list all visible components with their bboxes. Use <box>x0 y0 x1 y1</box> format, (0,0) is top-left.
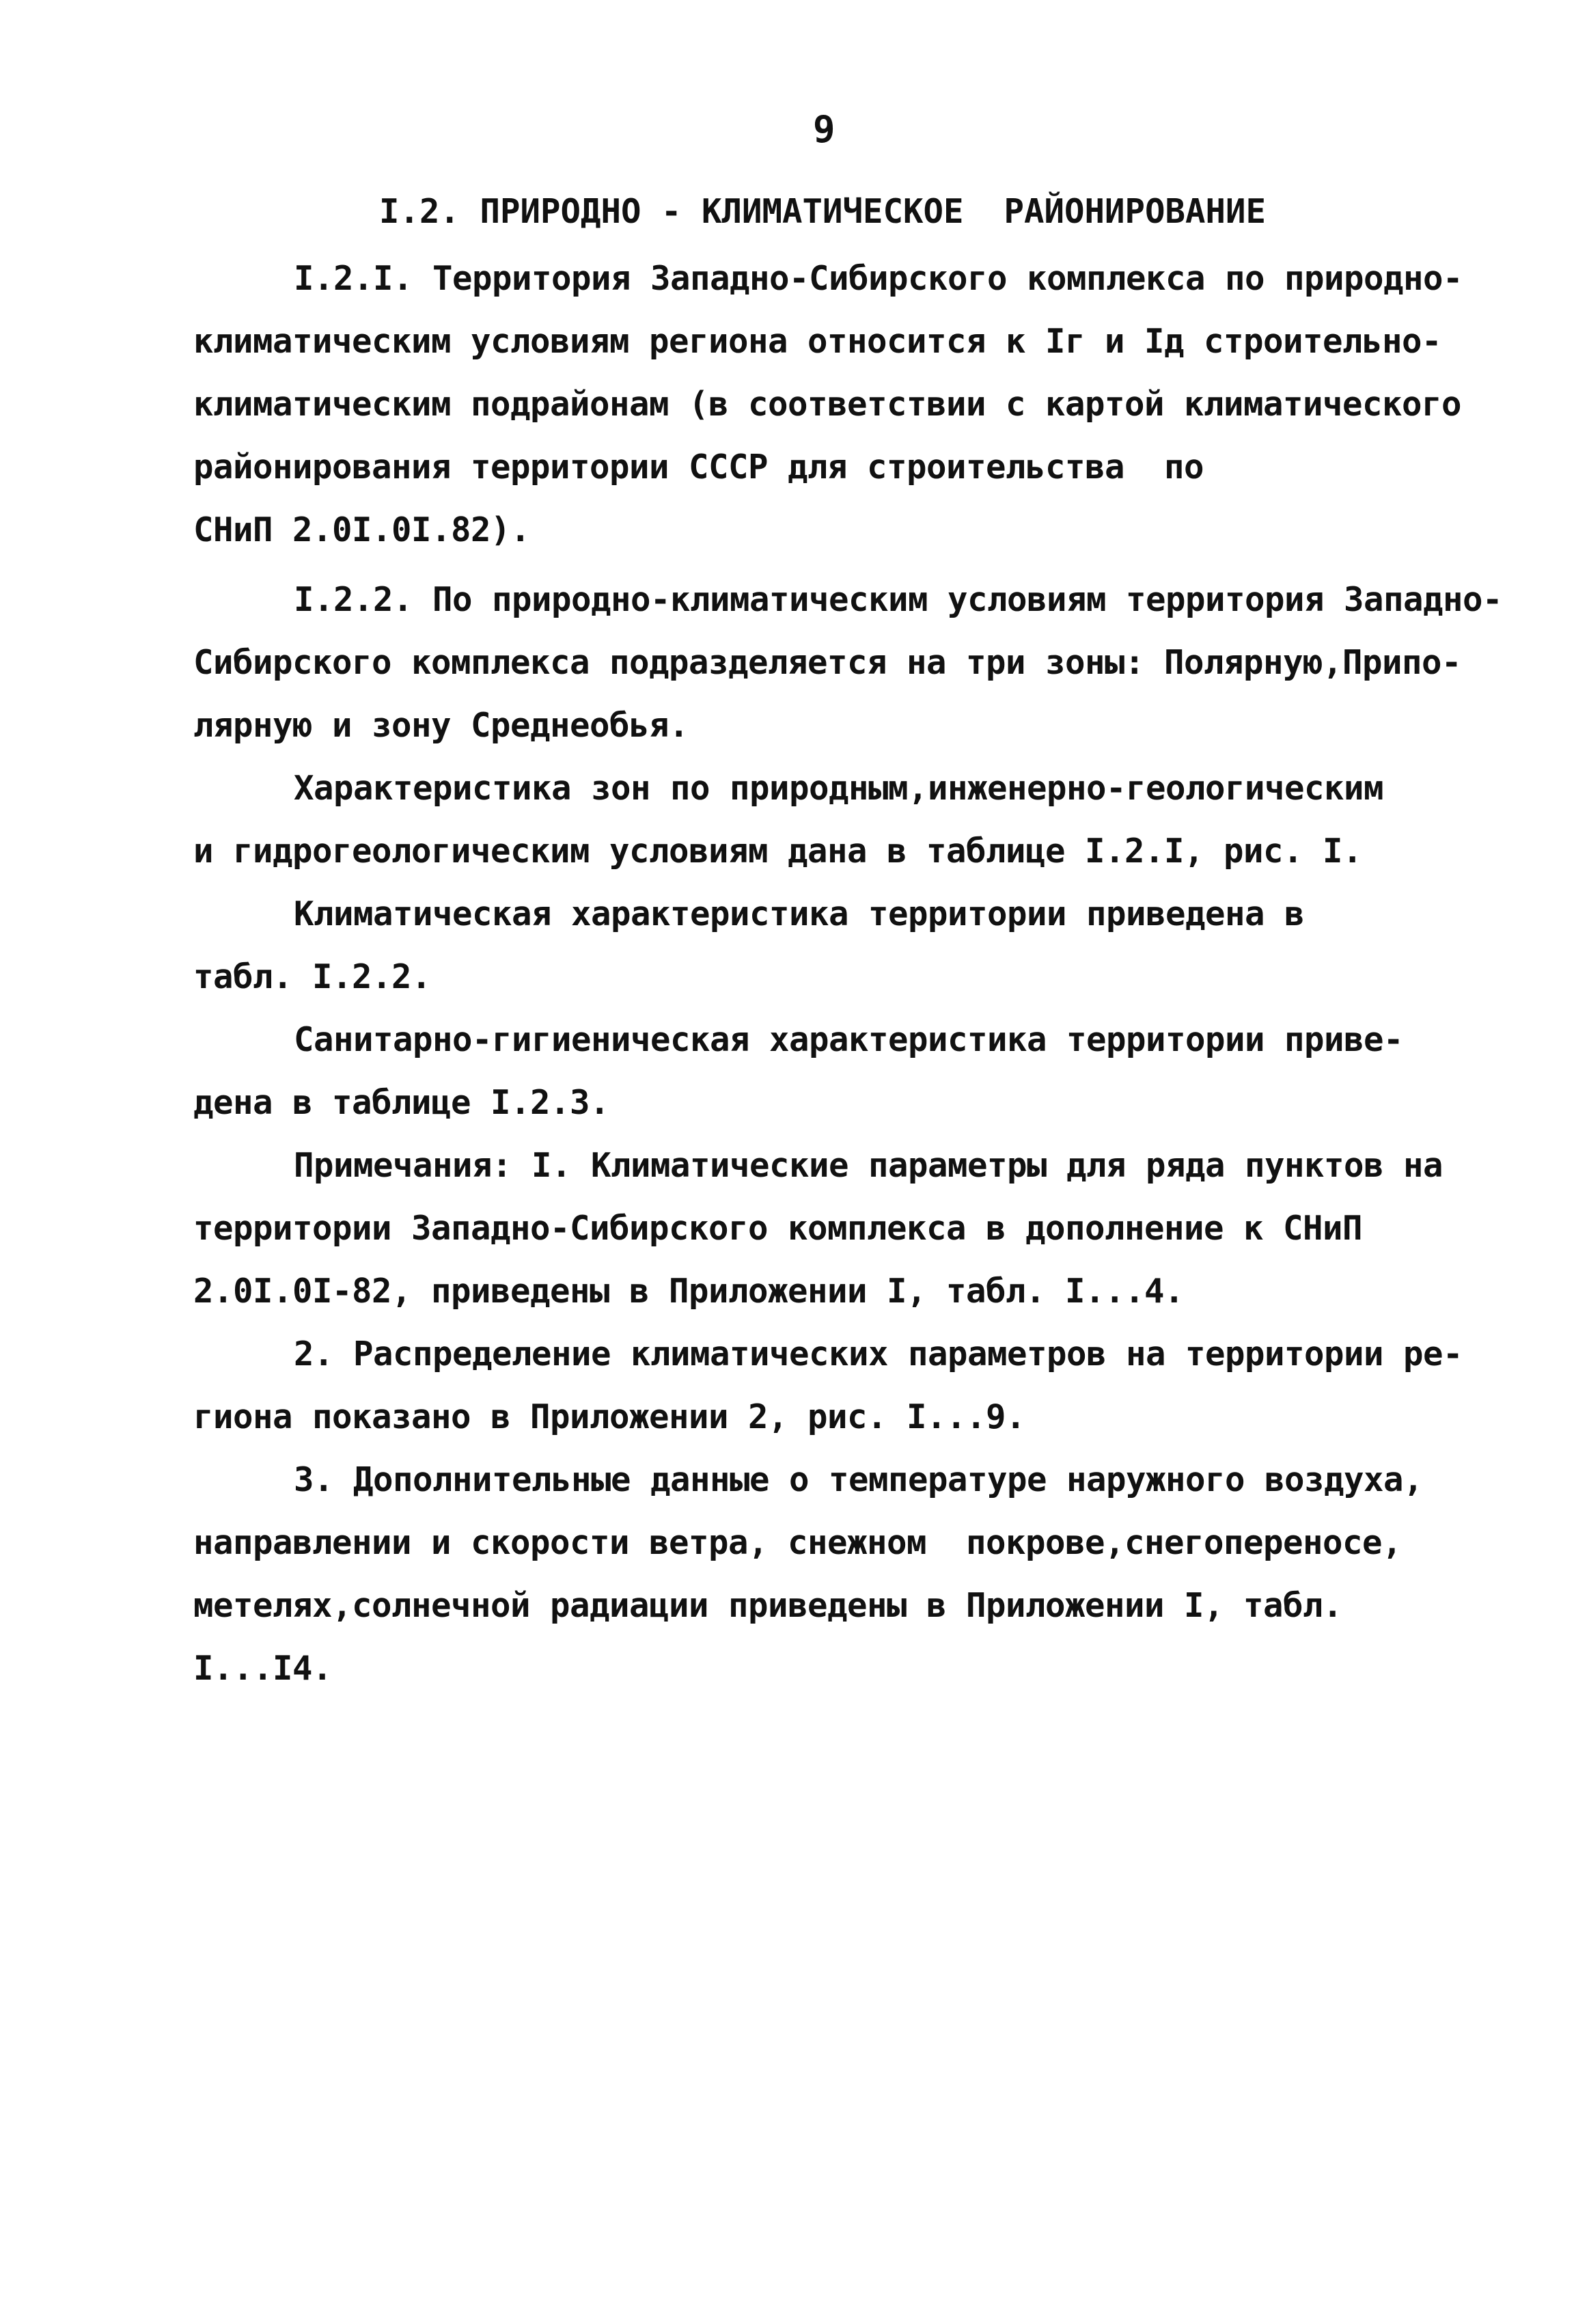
text-line: I...I4. <box>193 1649 333 1688</box>
text-line: 2.0I.0I-82, приведены в Приложении I, табл. I...4. <box>193 1272 1185 1311</box>
text-line: гиона показано в Приложении 2, рис. I...9. <box>193 1397 1026 1436</box>
text-line: климатическим условиям региона относится к Iг и Iд строительно- <box>193 322 1442 361</box>
text-line: районирования территории СССР для строительства по <box>193 448 1204 487</box>
page-number: 9 <box>813 108 835 151</box>
text-line: СНиП 2.0I.0I.82). <box>193 510 531 549</box>
text-line: I.2.I. Территория Западно-Сибирского комплекса по природно- <box>294 259 1463 298</box>
text-line: климатическим подрайонам (в соответствии с картой климатического <box>193 385 1462 424</box>
text-line: табл. I.2.2. <box>193 957 432 996</box>
text-line: направлении и скорости ветра, снежном покрове,снегопереносе, <box>193 1523 1403 1562</box>
text-line: I.2.2. По природно-климатическим условиям территория Западно- <box>294 580 1503 619</box>
text-line: Сибирского комплекса подразделяется на три зоны: Полярную,Припо- <box>193 643 1462 682</box>
text-line: Санитарно-гигиеническая характеристика территории приве- <box>294 1020 1404 1059</box>
text-line: 2. Распределение климатических параметров на территории ре- <box>294 1335 1463 1373</box>
text-line: дена в таблице I.2.3. <box>193 1083 610 1122</box>
section-title: I.2. ПРИРОДНО - КЛИМАТИЧЕСКОЕ РАЙОНИРОВАНИЕ <box>379 192 1267 231</box>
text-line: и гидрогеологическим условиям дана в таблице I.2.I, рис. I. <box>193 832 1363 871</box>
text-line: лярную и зону Среднеобья. <box>193 706 689 745</box>
text-line: Климатическая характеристика территории приведена в <box>294 894 1305 933</box>
text-line: территории Западно-Сибирского комплекса в дополнение к СНиП <box>193 1209 1363 1248</box>
text-line: 3. Дополнительные данные о температуре наружного воздуха, <box>294 1460 1424 1499</box>
text-line: Характеристика зон по природным,инженерно-геологическим <box>294 769 1384 808</box>
text-line: метелях,солнечной радиации приведены в Приложении I, табл. <box>193 1586 1343 1625</box>
text-line: Примечания: I. Климатические параметры для ряда пунктов на <box>294 1146 1443 1185</box>
